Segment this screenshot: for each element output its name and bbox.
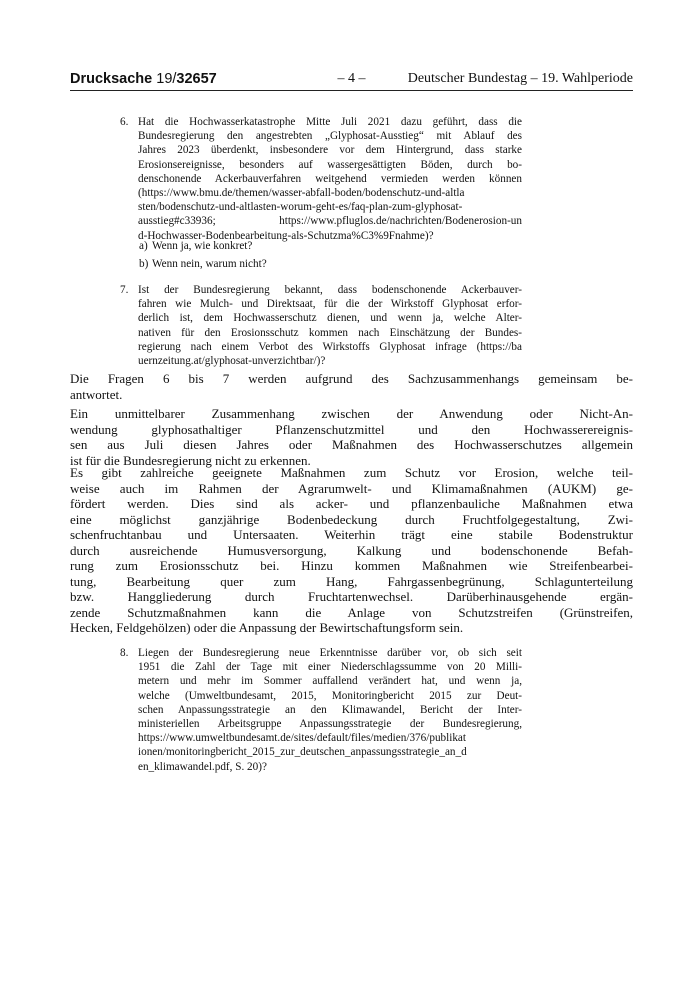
question-line: Ist der Bundesregierung bekannt, dass bodenschonende Ackerbauver-	[138, 284, 522, 296]
question-line: ionen/monitoringbericht_2015_zur_deutschen_anpassungsstrategie_an_d	[138, 746, 467, 759]
question-line: schen Anpassungsstrategie an den Klimawandel, Bericht der Inter-	[138, 703, 522, 716]
page-header	[70, 70, 633, 91]
question-8	[120, 646, 522, 774]
question-6	[120, 115, 522, 243]
question-line: Liegen der Bundesregierung neue Erkenntnisse darüber vor, ob sich seit	[138, 647, 522, 659]
question-line: denschonende Ackerbauverfahren weitgehend vermieden werden können	[138, 172, 522, 185]
parliament-label: Deutscher Bundestag – 19. Wahlperiode	[407, 71, 633, 86]
question-line: Erosionsereignisse, besonders auf wassergesättigten Böden, durch bo-	[138, 158, 522, 171]
question-line: metern und mehr im Sommer auffallend verändert hat, und wenn ja,	[138, 675, 522, 688]
question-6-subitem-b: b) Wenn nein, warum nicht?	[139, 258, 267, 270]
question-number: 7.	[120, 284, 129, 296]
question-line: Hat die Hochwasserkatastrophe Mitte Juli 2021 dazu geführt, dass die	[138, 116, 522, 128]
question-line: https://www.umweltbundesamt.de/sites/default/files/medien/376/publikat	[138, 732, 467, 745]
question-line: d-Hochwasser-Bodenbearbeitung-als-Schutzma%C3%9Fnahme)?	[138, 229, 434, 242]
page-number: – 4 –	[337, 71, 366, 86]
document-number: Drucksache 19/32657	[70, 71, 217, 87]
question-6-subitem-a: a) Wenn ja, wie konkret?	[139, 240, 253, 252]
answer-paragraph-1: Die Fragen 6 bis 7 werden aufgrund des Sachzusammenhangs gemeinsam be- antwortet.	[70, 371, 633, 402]
question-line: Jahres 2023 überdenkt, insbesondere vor dem Hintergrund, dass starke	[138, 144, 522, 157]
question-7	[120, 283, 522, 368]
question-line: nativen für den Erosionsschutz kommen nach Einschätzung der Bundes-	[138, 326, 522, 339]
question-line: uernzeitung.at/glyphosat-unverzichtbar/)?	[138, 355, 326, 368]
question-line: ministeriellen Arbeitsgruppe Anpassungsstrategie der Bundesregierung,	[138, 718, 522, 731]
question-line: welche (Umweltbundesamt, 2015, Monitoringbericht 2015 zur Deut-	[138, 689, 522, 702]
question-line: regierung nach einem Verbot des Wirkstoffs Glyphosat infrage (https://ba	[138, 340, 522, 353]
question-line: derlich ist, dem Hochwasserschutz dienen, und wenn ja, welche Alter-	[138, 312, 522, 325]
question-line: Bundesregierung den angestrebten „Glyphosat-Ausstieg“ mit Ablauf des	[138, 130, 522, 143]
question-line: en_klimawandel.pdf, S. 20)?	[138, 760, 267, 773]
question-line: (https://www.bmu.de/themen/wasser-abfall-boden/bodenschutz-und-altla	[138, 187, 465, 200]
question-number: 8.	[120, 647, 129, 659]
question-number: 6.	[120, 116, 129, 128]
answer-paragraph-3: Es gibt zahlreiche geeignete Maßnahmen zum Schutz vor Erosion, welche teil- weise auch im Rahmen der Agrarumwelt- und Klimamaßnahmen (AUKM) ge- fördert werden. Dies sind als acker- und pflanzenbauliche Maßnahmen etwa eine möglichst ganzjährige Bodenbedeckung durch Fruchtfolgegestaltung, Zwi- schenfruchtanbau und Untersaaten. Weiterhin trägt eine stabile Bodenstruktur durch ausreichende Humusversorgung, Kalkung und bodenschonende Befah- rung zum Erosionsschutz bei. Hinzu kommen Maßnahmen wie Streifenbearbei- tung, Bearbeitung quer zum Hang, Fahrgassenbegrünung, Schlagunterteilung bzw. Hanggliederung durch Fruchtartenwechsel. Darüberhinausgehende ergän- zende Schutzmaßnahmen kann die Anlage von Schutzstreifen (Grünstreifen, Hecken, Feldgehölzen) oder die Anpassung der Bewirtschaftungsform sein.	[70, 465, 633, 635]
question-line: 1951 die Zahl der Tage mit einer Niederschlagssumme von 20 Milli-	[138, 661, 522, 674]
answer-paragraph-2: Ein unmittelbarer Zusammenhang zwischen der Anwendung oder Nicht-An- wendung glyphosathaltiger Pflanzenschutzmittel und den Hochwasserereignis- sen aus Juli diesen Jahres oder Maßnahmen des Hochwasserschutzes allgemein ist für die Bundesregierung nicht zu erkennen.	[70, 406, 633, 468]
question-line: ausstieg#c33936; https://www.pfluglos.de/nachrichten/Bodenerosion-un	[138, 215, 522, 228]
question-line: sten/bodenschutz-und-altlasten-worum-geht-es/faq-plan-zum-glyphosat-	[138, 201, 463, 214]
question-line: fahren wie Mulch- und Direktsaat, für die der Wirkstoff Glyphosat erfor-	[138, 298, 522, 311]
